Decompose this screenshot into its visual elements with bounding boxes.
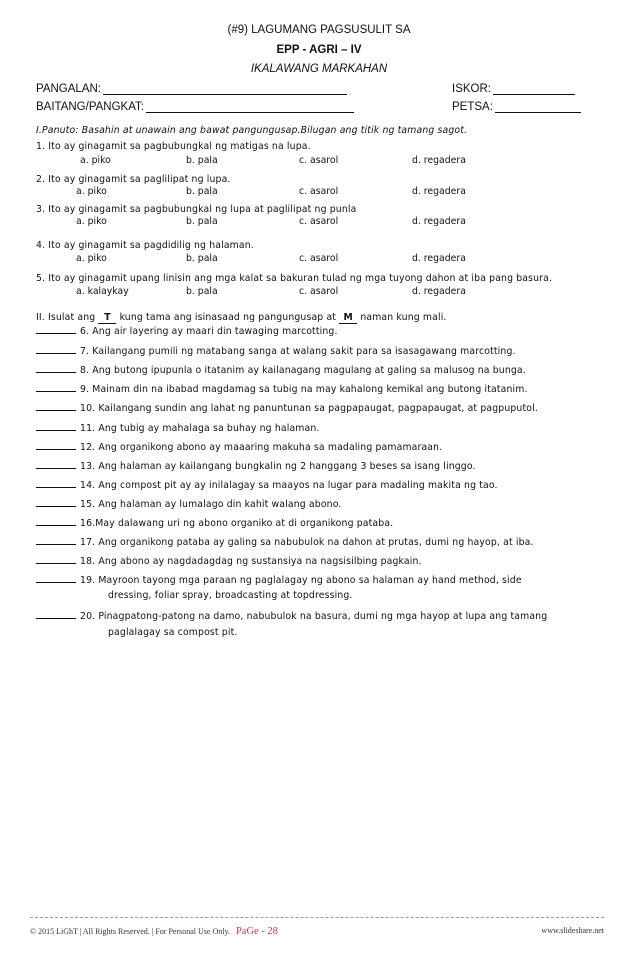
item-text: 16.May dalawang uri ng abono organiko at di organikong pataba. xyxy=(80,518,394,529)
answer-blank[interactable] xyxy=(36,344,76,354)
answer-blank[interactable] xyxy=(36,554,76,564)
mark-false: M xyxy=(339,312,357,324)
q4-choice-b[interactable]: b. pala xyxy=(186,253,218,264)
item-20 xyxy=(36,609,547,622)
item-text: 18. Ang abono ay nagdadagdag ng sustansiya na nagsisilbing pagkain. xyxy=(80,556,422,567)
q5-choice-b[interactable]: b. pala xyxy=(186,286,218,297)
item-8 xyxy=(36,363,526,376)
item-text: 15. Ang halaman ay lumalago din kahit walang abono. xyxy=(80,499,342,510)
item-17 xyxy=(36,535,534,548)
footer-left xyxy=(30,926,278,937)
q5-choice-a[interactable]: a. kalaykay xyxy=(76,286,129,297)
answer-blank[interactable] xyxy=(36,401,76,411)
question-4: 4. Ito ay ginagamit sa pagdidilig ng halaman. xyxy=(36,240,254,251)
answer-blank[interactable] xyxy=(36,497,76,507)
q1-choice-d[interactable]: d. regadera xyxy=(412,155,466,166)
baitang-blank[interactable] xyxy=(146,100,354,113)
item-text: 11. Ang tubig ay mahalaga sa buhay ng halaman. xyxy=(80,423,320,434)
part2-instr-c: naman kung mali. xyxy=(360,312,447,323)
answer-blank[interactable] xyxy=(36,535,76,545)
item-13 xyxy=(36,459,476,472)
item-text: 9. Mainam din na ibabad magdamag sa tubig na may kahalong kemikal ang butong itatanim. xyxy=(80,384,528,395)
item-text: 19. Mayroon tayong mga paraan ng paglalagay ng abono sa halaman ay hand method, side xyxy=(80,575,522,586)
part1-instruction: I.Panuto: Basahin at unawain ang bawat pangungusap.Bilugan ang titik ng tamang sagot. xyxy=(36,125,468,136)
iskor-blank[interactable] xyxy=(493,82,575,95)
baitang-field xyxy=(36,100,354,113)
q5-choice-c[interactable]: c. asarol xyxy=(299,286,339,297)
question-3: 3. Ito ay ginagamit sa pagbubungkal ng lupa at paglilipat ng punla xyxy=(36,204,357,215)
part2-instruction xyxy=(36,312,447,324)
part2-instr-a: II. Isulat ang xyxy=(36,312,96,323)
pangalan-label: PANGALAN: xyxy=(36,83,101,95)
item-16 xyxy=(36,516,393,529)
header-title: (#9) LAGUMANG PAGSUSULIT SA xyxy=(227,24,411,36)
question-1: 1. Ito ay ginagamit sa pagbubungkal ng matigas na lupa. xyxy=(36,141,311,152)
petsa-blank[interactable] xyxy=(495,100,581,113)
q2-choice-b[interactable]: b. pala xyxy=(186,186,218,197)
header-quarter: IKALAWANG MARKAHAN xyxy=(250,63,388,75)
item-text: 8. Ang butong ipupunla o itatanim ay kailanagang magulang at galing sa malusog na bunga. xyxy=(80,365,526,376)
item-text: 20. Pinagpatong-patong na damo, nabubulok na basura, dumi ng mga hayop at lupa ang tamang xyxy=(80,611,548,622)
answer-blank[interactable] xyxy=(36,382,76,392)
q5-choice-d[interactable]: d. regadera xyxy=(412,286,466,297)
item-19 xyxy=(36,573,522,586)
item-text: 10. Kailangang sundin ang lahat ng panuntunan sa pagpapaugat, pagpapaugat, at pagpuputol. xyxy=(80,403,538,414)
baitang-label: BAITANG/PANGKAT: xyxy=(36,101,144,113)
q1-choice-b[interactable]: b. pala xyxy=(186,155,218,166)
item-12 xyxy=(36,440,442,453)
answer-blank[interactable] xyxy=(36,516,76,526)
q4-choice-a[interactable]: a. piko xyxy=(76,253,107,264)
item-text: 6. Ang air layering ay maari din tawaging marcotting. xyxy=(80,326,338,337)
item-9 xyxy=(36,382,528,395)
page-number: PaGe - 28 xyxy=(235,926,278,937)
q1-choice-c[interactable]: c. asarol xyxy=(299,155,339,166)
header-subject: EPP - AGRI – IV xyxy=(276,44,362,56)
q2-choice-c[interactable]: c. asarol xyxy=(299,186,339,197)
answer-blank[interactable] xyxy=(36,324,76,334)
q1-choice-a[interactable]: a. piko xyxy=(80,155,111,166)
q4-choice-d[interactable]: d. regadera xyxy=(412,253,466,264)
pangalan-blank[interactable] xyxy=(103,82,347,95)
question-5: 5. Ito ay ginagamit upang linisin ang mga kalat sa bakuran tulad ng mga tuyong dahon at iba pang basura. xyxy=(36,273,553,284)
iskor-label: ISKOR: xyxy=(452,83,491,95)
item-text: 12. Ang organikong abono ay maaaring makuha sa madaling pamamaraan. xyxy=(80,442,443,453)
q3-choice-c[interactable]: c. asarol xyxy=(299,216,339,227)
item-19-continued: dressing, foliar spray, broadcasting at topdressing. xyxy=(108,590,353,601)
petsa-label: PETSA: xyxy=(452,101,493,113)
iskor-field xyxy=(452,82,575,95)
item-text: 14. Ang compost pit ay ay inilalagay sa maayos na lugar para madaling makita ng tao. xyxy=(80,480,498,491)
item-text: 7. Kailangang pumili ng matabang sanga at walang sakit para sa isasagawang marcotting. xyxy=(80,346,516,357)
item-11 xyxy=(36,421,320,434)
footer-divider xyxy=(30,917,604,918)
answer-blank[interactable] xyxy=(36,478,76,488)
item-text: 17. Ang organikong pataba ay galing sa nabubulok na dahon at prutas, dumi ng hayop, at iba. xyxy=(80,537,534,548)
q4-choice-c[interactable]: c. asarol xyxy=(299,253,339,264)
q2-choice-d[interactable]: d. regadera xyxy=(412,186,466,197)
item-18 xyxy=(36,554,422,567)
pangalan-field xyxy=(36,82,347,95)
part2-instr-b: kung tama ang isinasaad ng pangungusap at xyxy=(119,312,337,323)
question-2: 2. Ito ay ginagamit sa paglilipat ng lupa. xyxy=(36,174,231,185)
item-14 xyxy=(36,478,498,491)
item-7 xyxy=(36,344,516,357)
item-15 xyxy=(36,497,342,510)
mark-true: T xyxy=(98,312,116,324)
answer-blank[interactable] xyxy=(36,363,76,373)
item-10 xyxy=(36,401,538,414)
footer-site: www.slideshare.net xyxy=(541,926,604,935)
answer-blank[interactable] xyxy=(36,459,76,469)
q3-choice-b[interactable]: b. pala xyxy=(186,216,218,227)
answer-blank[interactable] xyxy=(36,421,76,431)
copyright-text: © 2015 LiGhT | All Rights Reserved. | For Personal Use Only. xyxy=(30,927,230,936)
answer-blank[interactable] xyxy=(36,573,76,583)
item-text: 13. Ang halaman ay kailangang bungkalin ng 2 hanggang 3 beses sa isang linggo. xyxy=(80,461,476,472)
q3-choice-d[interactable]: d. regadera xyxy=(412,216,466,227)
item-20-continued: paglalagay sa compost pit. xyxy=(108,627,238,638)
q3-choice-a[interactable]: a. piko xyxy=(76,216,107,227)
answer-blank[interactable] xyxy=(36,609,76,619)
petsa-field xyxy=(452,100,581,113)
answer-blank[interactable] xyxy=(36,440,76,450)
item-6 xyxy=(36,324,338,337)
q2-choice-a[interactable]: a. piko xyxy=(76,186,107,197)
